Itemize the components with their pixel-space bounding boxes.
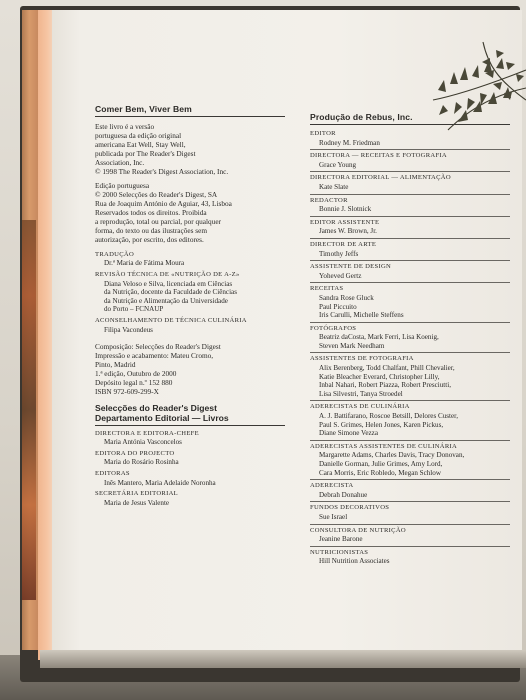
edition-line: autorização, por escrito, dos editores. (95, 234, 204, 244)
staff-name: Maria do Rosário Rosinha (104, 458, 179, 467)
staff-name: James W. Brown, Jr. (319, 227, 377, 236)
staff-name: Maria Antónia Vasconcelos (104, 438, 182, 447)
staff-group (95, 490, 285, 510)
staff-label: EDITOR ASSISTENTE (310, 218, 380, 226)
staff-group (95, 430, 285, 450)
staff-name: Danielle Gorman, Julie Grimes, Amy Lord, (319, 460, 443, 468)
staff-group (310, 282, 510, 321)
edition-line: a reprodução, total ou parcial, por qualquer (95, 217, 222, 227)
staff-group (310, 400, 510, 439)
staff-label: SECRETÁRIA EDITORIAL (95, 490, 178, 498)
staff-label: DIRECTOR DE ARTE (310, 240, 377, 248)
print-block (95, 343, 285, 396)
edition-line: © 2000 Selecções do Reader's Digest, SA (95, 190, 218, 200)
staff-label: DIRECTORA — RECEITAS E FOTOGRAFIA (310, 152, 447, 160)
staff-name: Timothy Jeffs (319, 249, 359, 258)
staff-name: A. J. Battifarano, Roscoe Betsill, Delores Custer, (319, 412, 459, 421)
edition-block (95, 182, 285, 244)
staff-label: DIRECTORA E EDITORA-CHEFE (95, 429, 199, 437)
credit-group (95, 317, 285, 337)
staff-label: FUNDOS DECORATIVOS (310, 504, 390, 512)
staff-name: Jeanine Barone (319, 535, 363, 544)
print-line: Pinto, Madrid (95, 359, 136, 369)
staff-group (95, 450, 285, 470)
staff-name: Hill Nutrition Associates (319, 557, 390, 566)
staff-name: Beatriz daCosta, Mark Ferri, Lisa Koenig, (319, 333, 439, 342)
staff-name: Rodney M. Friedman (319, 138, 380, 147)
staff-group (310, 501, 510, 523)
staff-group (95, 470, 285, 490)
left-column (95, 104, 285, 510)
credit-group (95, 251, 285, 271)
staff-label: RECEITAS (310, 285, 344, 293)
staff-name: Debrah Donahue (319, 490, 368, 499)
staff-name: Grace Young (319, 160, 357, 169)
print-line: Depósito legal n.º 152 880 (95, 377, 173, 387)
credit-group (95, 271, 285, 317)
credit-label: REVISÃO TÉCNICA DE «NUTRIÇÃO DE A-Z» (95, 270, 240, 278)
credit-name: da Nutrição, docente da Faculdade de Ciências (104, 288, 237, 297)
staff-name: Iris Carulli, Michelle Steffens (319, 311, 404, 320)
edition-line: Edição portuguesa (95, 181, 150, 191)
credit-label: ACONSELHAMENTO DE TÉCNICA CULINÁRIA (95, 316, 247, 324)
staff-group (310, 260, 510, 282)
intro-line: publicada por The Reader's Digest (95, 148, 196, 158)
staff-label: REDACTOR (310, 196, 348, 204)
staff-name: Inbal Nahari, Robert Piazza, Robert Presciutti, (319, 381, 451, 390)
book-title-heading: Comer Bem, Viver Bem (95, 104, 285, 117)
credit-name: Diana Veloso e Silva, licenciada em Ciências (104, 279, 233, 288)
staff-group (310, 322, 510, 353)
staff-label: ASSISTENTE DE DESIGN (310, 263, 392, 271)
staff-group (310, 238, 510, 260)
staff-label: ADERECISTA (310, 482, 354, 490)
staff-name: Maria de Jesus Valente (104, 498, 170, 507)
staff-name: Kate Slate (319, 182, 349, 191)
credit-name: do Porto – FCNAUP (104, 305, 164, 314)
intro-block (95, 123, 285, 176)
staff-label: CONSULTORA DE NUTRIÇÃO (310, 526, 406, 534)
staff-group (310, 216, 510, 238)
staff-label: ADERECISTAS ASSISTENTES DE CULINÁRIA (310, 442, 458, 450)
staff-group (310, 524, 510, 546)
staff-name: Margarette Adams, Charles Davis, Tracy Donovan, (319, 451, 465, 460)
page-bottom-edge (40, 650, 526, 668)
department-heading (95, 403, 285, 426)
credit-name: da Nutrição e Alimentação da Universidade (104, 296, 228, 305)
staff-name: Cara Morris, Eric Robledo, Megan Schlow (319, 468, 441, 477)
department-title-2: Departamento Editorial — Livros (95, 413, 229, 424)
cover-photo-edge (22, 220, 36, 600)
staff-group (310, 479, 510, 501)
staff-label: EDITOR (310, 130, 336, 137)
staff-label: ASSISTENTES DE FOTOGRAFIA (310, 355, 414, 363)
credit-label: TRADUÇÃO (95, 250, 135, 258)
production-staff (310, 128, 510, 568)
staff-name: Lisa Silvestri, Tanya Stroedel (319, 389, 403, 398)
staff-name: Katie Bleacher Everard, Christopher Lilly, (319, 372, 440, 381)
edition-line: forma, do texto ou das ilustrações sem (95, 225, 208, 235)
staff-group (310, 546, 510, 568)
staff-label: DIRECTORA EDITORIAL — ALIMENTAÇÃO (310, 174, 451, 182)
staff-group (310, 149, 510, 171)
department-title-1: Selecções do Reader's Digest (95, 402, 217, 413)
print-line: Composição: Selecções do Reader's Digest (95, 342, 221, 352)
staff-name: Sue Israel (319, 512, 348, 521)
staff-name: Steven Mark Needham (319, 341, 385, 350)
credits-block (95, 251, 285, 337)
department-staff (95, 430, 285, 511)
print-line: Impressão e acabamento: Mateu Cromo, (95, 351, 214, 361)
edition-line: Reservados todos os direitos. Proibida (95, 208, 207, 218)
edition-line: Rua de Joaquim António de Aguiar, 43, Lisboa (95, 199, 232, 209)
staff-name: Diane Simone Vezza (319, 429, 378, 438)
staff-name: Paul S. Grimes, Helen Jones, Karen Pickus, (319, 420, 444, 429)
staff-name: Sandra Rose Gluck (319, 293, 374, 302)
staff-group (310, 171, 510, 193)
intro-line: © 1998 The Reader's Digest Association, Inc. (95, 166, 229, 176)
staff-name: Paul Piccuito (319, 302, 357, 311)
staff-group (310, 440, 510, 479)
credit-name: Filipa Vacondeus (104, 325, 153, 334)
right-column (310, 112, 510, 568)
staff-label: FOTÓGRAFOS (310, 324, 357, 332)
intro-line: portuguesa da edição original (95, 130, 182, 140)
staff-label: ADERECISTAS DE CULINÁRIA (310, 403, 410, 411)
staff-name: Inês Mantero, Maria Adelaide Noronha (104, 478, 216, 487)
intro-line: Association, Inc. (95, 157, 145, 167)
staff-group (310, 352, 510, 400)
staff-label: EDITORAS (95, 469, 130, 477)
staff-group (310, 194, 510, 216)
intro-line: americana Eat Well, Stay Well, (95, 139, 186, 149)
production-heading: Produção de Rebus, Inc. (310, 112, 510, 125)
staff-name: Yoheved Gertz (319, 271, 362, 280)
intro-line: Este livro é a versão (95, 122, 155, 131)
credit-name: Dr.ª Maria de Fátima Moura (104, 259, 185, 268)
print-line: 1.ª edição, Outubro de 2000 (95, 368, 177, 378)
staff-name: Alix Berenberg, Todd Chalfant, Phill Chevalier, (319, 364, 455, 373)
staff-label: EDITORA DO PROJECTO (95, 449, 175, 457)
staff-group (310, 128, 510, 149)
staff-label: NUTRICIONISTAS (310, 548, 369, 556)
staff-name: Bonnie J. Slotnick (319, 205, 372, 214)
print-line: ISBN 972-609-299-X (95, 386, 159, 396)
